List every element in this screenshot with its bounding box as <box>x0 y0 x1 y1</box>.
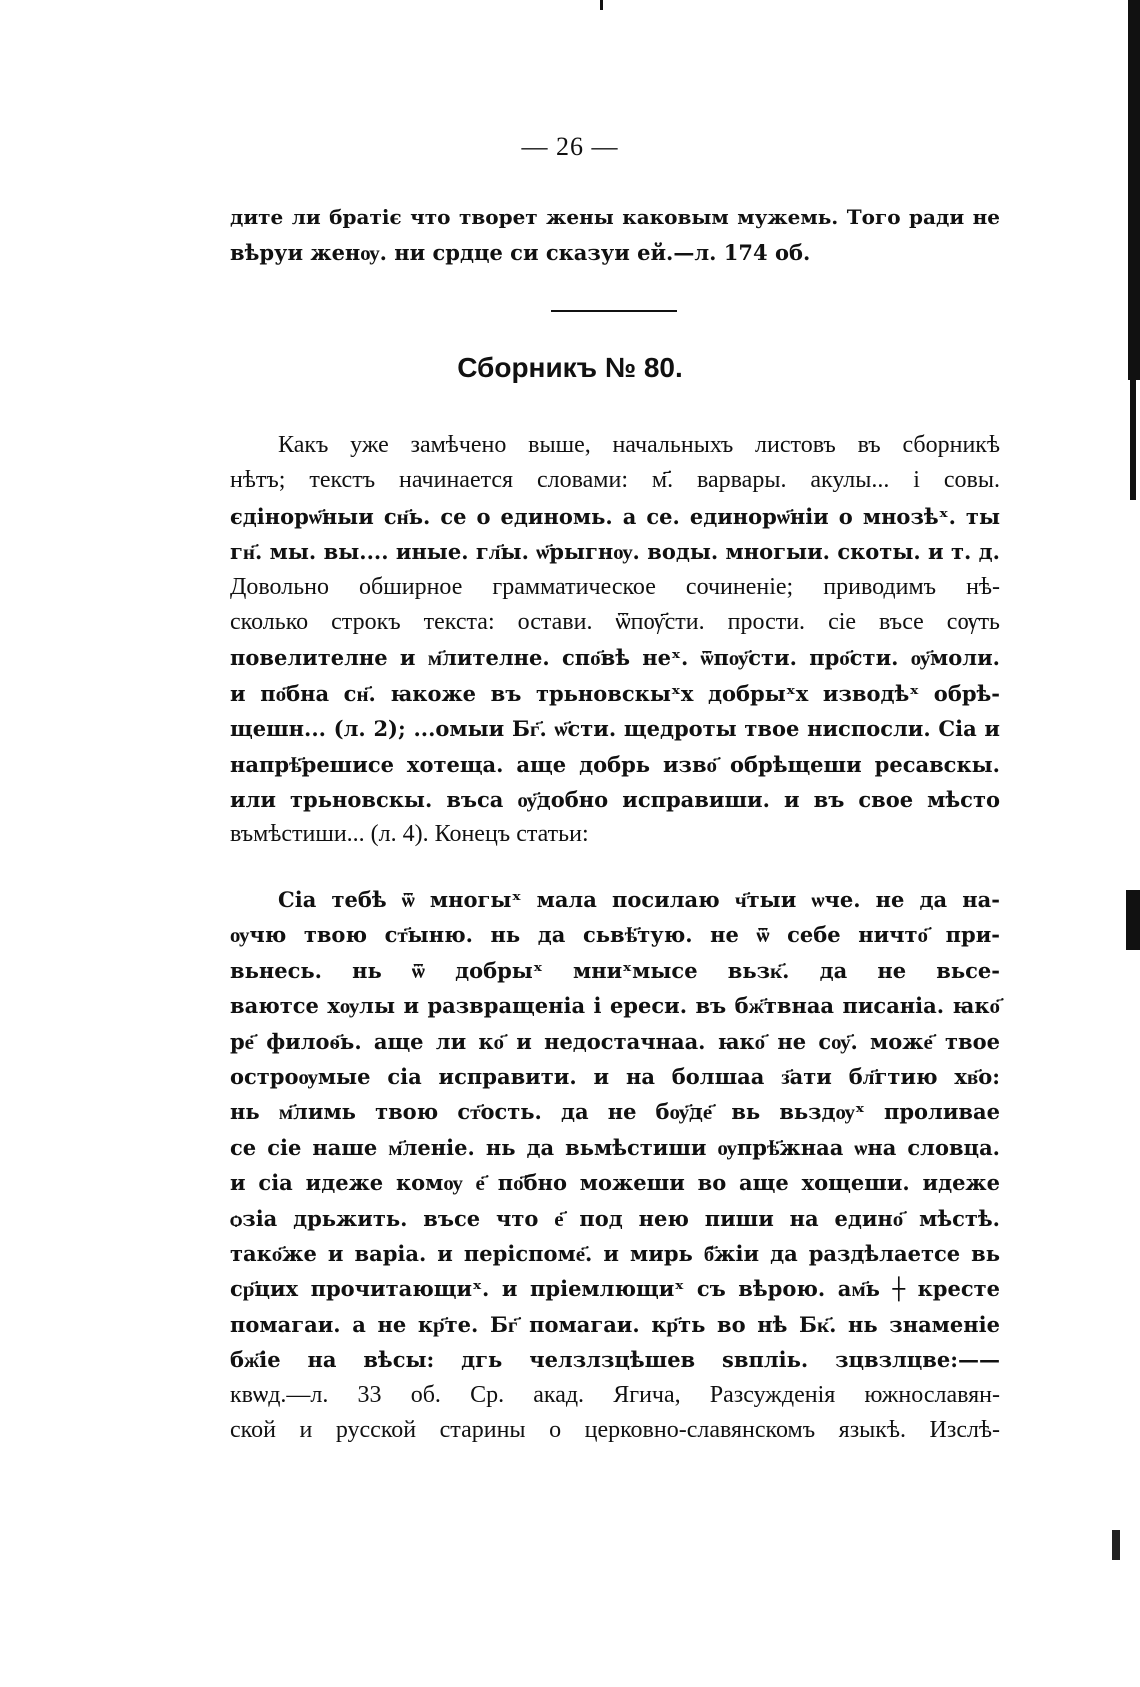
text-line: вѣруи женѹ. ни срдце си сказуи ей.—л. 174 об. <box>230 240 811 266</box>
text-line: Сiа тебѣ ѿ многыˣ мала посилаю ч҃тыи ѡче. не да на- <box>278 887 1000 912</box>
text-line: квѡд.—л. 33 об. Ср. акад. Ягича, Разсужденiя южнославян- <box>230 1381 1000 1408</box>
text-line: помагаи. а не кр҃те. Бг҃ помагаи. кр҃ть во нѣ Бк҃. нь знаменiе <box>230 1311 1000 1337</box>
text-line: и сiа идеже комѹ е҃ по҃бно можеши во аще хощеши. идеже <box>230 1170 1000 1196</box>
text-line: ской и русской старины о церковно-славянскомъ языкѣ. Изслѣ- <box>230 1417 1000 1444</box>
text-line: тако҃же и варiа. и перiспоме҃. и мирь б҃жiи да раздѣлаетсе вь <box>230 1241 1000 1267</box>
text-line: сколько строкъ текста: остави. ѿпѹ҃сти. прости. сiе въсе сѹть <box>230 609 1000 636</box>
page-number: — 26 — <box>521 132 619 161</box>
text-line: Какъ уже замѣчено выше, начальныхъ листовъ въ сборникѣ <box>278 432 1000 458</box>
scan-edge-shadow <box>1130 380 1136 500</box>
text-line: щешн... (л. 2); ...омыи Бг҃. ѡ҃сти. щедроты твое ниспосли. Сiа и <box>230 716 1000 742</box>
text-line: ѻзiа дрьжить. въсе что е҃ под нею пиши на едино҃ мѣстѣ. <box>230 1205 1000 1231</box>
text-line: ср҃цих прочитающиˣ. и прiемлющиˣ съ вѣрою. ам҃ь ┼ кресте <box>230 1276 1000 1302</box>
text-line: или трьновскы. въса ѹ҃добно исправиши. и въ свое мѣсто <box>230 787 1000 813</box>
text-line: ваютсе хѹлы и развращенiа i ереси. въ бж҃твнаа писанiа. ꙗко҃ <box>230 993 1000 1019</box>
section-divider <box>551 310 677 312</box>
text-line: дите ли братiє что творет жены каковым мужемь. Того ради не <box>230 205 1000 229</box>
text-line: гн҃. мы. вы.... иные. гл҃ы. ѡ҃рыгнѹ. воды. многыи. скоты. и т. д. <box>230 539 1000 565</box>
text-line: Довольно обширное грамматическое сочиненiе; приводимъ нѣ- <box>230 573 1000 600</box>
scan-edge-shadow <box>1126 890 1140 950</box>
text-line: бж҃iе на вѣсы: дгь челзлзцѣшев ѕвплiь. зцвзлцве:—— <box>230 1347 1000 1373</box>
scan-edge-shadow <box>1112 1530 1120 1560</box>
text-line: въмѣстиши... (л. 4). Конецъ статьи: <box>230 821 589 848</box>
text-line: се сiе наше м҃ленiе. нь да вьмѣстиши ѹпрѣ҃жнаа ѡна словца. <box>230 1134 1000 1160</box>
text-line: нѣтъ; текстъ начинается словами: м҃. варвары. акулы... i совы. <box>230 467 1000 494</box>
paragraph-description <box>230 428 1000 853</box>
text-line: ре҃ филоѳ҃ь. аще ли ко҃ и недостачнаа. ꙗко҃ не сѹ҃. може҃ твое <box>230 1028 1000 1054</box>
text-line: ѹчю твою ст҃ыню. нь да сьвѣ҃тую. не ѿ себе ничто҃ при- <box>230 922 1000 948</box>
intro-text <box>230 200 1000 271</box>
text-line: повелителне и м҃лителне. спо҃вѣ неˣ. ѿпѹ҃сти. про҃сти. ѹ҃моли. <box>230 645 1000 671</box>
text-line: єдiнорѡ҃ныи сн҃ь. се о единомь. а се. единорѡ҃нiи о мнозѣˣ. ты <box>230 503 1000 529</box>
text-line: напрѣ҃решисе хотеща. аще добрь изво҃ обрѣщеши ресавскы. <box>230 751 1000 777</box>
scan-mark <box>600 0 603 10</box>
scan-edge-shadow <box>1128 0 1140 380</box>
section-heading: Сборникъ № 80. <box>457 352 683 383</box>
text-line: вьнесь. нь ѿ добрыˣ мниˣмысе вьзк҃. да не вьсе- <box>230 957 1000 983</box>
text-line: остроѹмые сiа исправити. и на болшаа з҃ати бл҃гтию хв҃о: <box>230 1064 1000 1090</box>
text-line: нь м҃лимь твою ст҃ость. да не бѹ҃де҃ вь вьздѹˣ проливае <box>230 1099 1000 1125</box>
text-line: и по҃бна сн҃. ꙗкоже въ трьновскыˣх добрыˣх изводѣˣ обрѣ- <box>230 680 1000 706</box>
paragraph-quote <box>230 882 1000 1449</box>
